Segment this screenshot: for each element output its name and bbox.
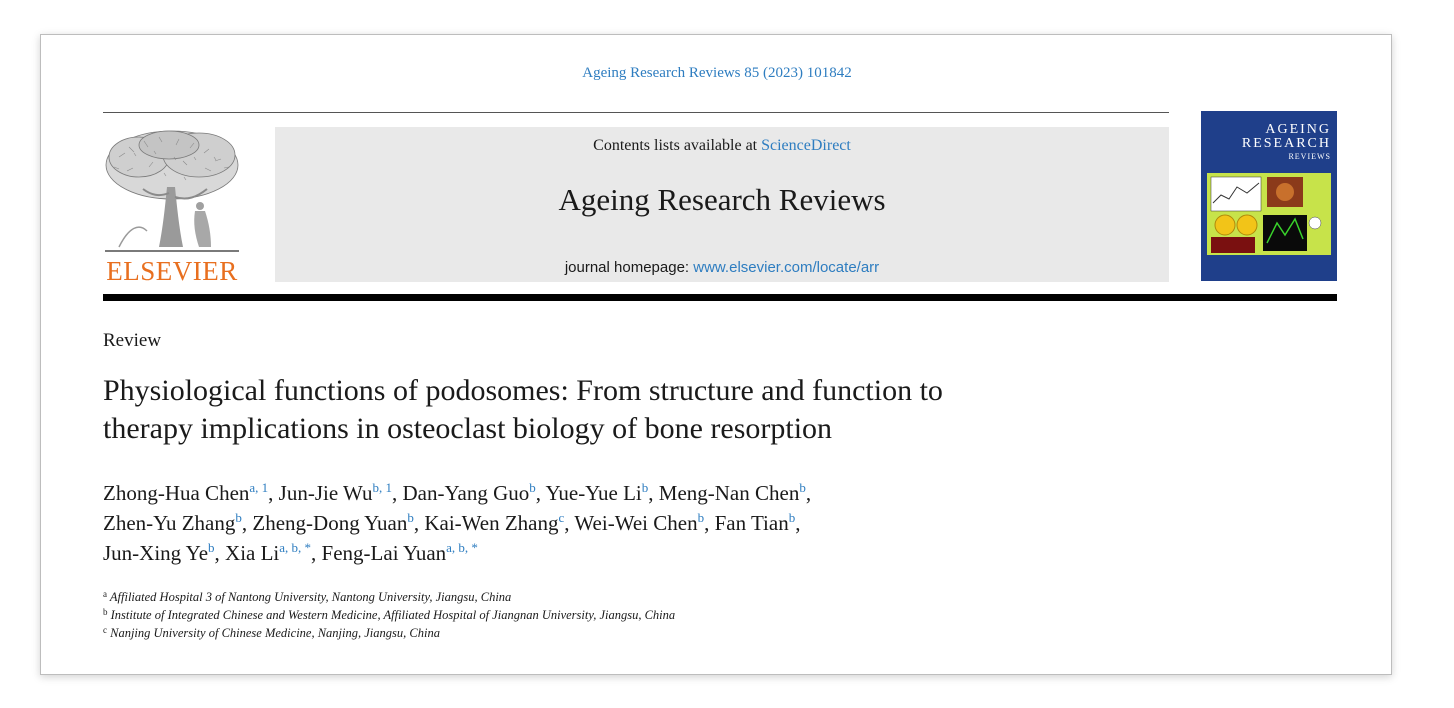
citation-link[interactable]: Ageing Research Reviews 85 (2023) 101842: [582, 65, 852, 81]
journal-citation[interactable]: [41, 65, 1393, 82]
sciencedirect-link[interactable]: ScienceDirect: [761, 137, 851, 154]
author-affiliation-mark[interactable]: b: [799, 480, 806, 495]
author-name[interactable]: Feng-Lai Yuan: [321, 541, 447, 565]
author-affiliation-mark[interactable]: a, 1: [249, 480, 269, 495]
author-name[interactable]: Jun-Jie Wu: [278, 481, 373, 505]
author-affiliation-mark[interactable]: b: [529, 480, 536, 495]
header-rule: [103, 112, 1169, 113]
author-affiliation-mark[interactable]: b, 1: [372, 480, 393, 495]
elsevier-logo[interactable]: [99, 127, 245, 287]
author-line-1: Zhong-Hua Chen$^{a, 1}$, Jun-Jie Wu$^{b, 1}$, Dan-Yang Guo$^b$, Yue-Yue Li$^b$, Meng-Nan Chen$^b$,: [103, 480, 812, 505]
author-list: [103, 478, 1203, 568]
author-name[interactable]: Kai-Wen Zhang: [424, 511, 559, 535]
author-affiliation-mark[interactable]: a, b, *: [446, 540, 478, 555]
author-affiliation-mark[interactable]: b: [788, 510, 796, 525]
author-affiliation-mark[interactable]: a, b, *: [279, 540, 312, 555]
journal-title[interactable]: Ageing Research Reviews: [558, 182, 886, 217]
article-type: Review: [103, 330, 162, 351]
author-name[interactable]: Jun-Xing Ye: [103, 541, 209, 565]
affiliation-list: [103, 588, 1203, 642]
article-title-line2: therapy implications in osteoclast biology of bone resorption: [103, 412, 833, 445]
author-name[interactable]: Xia Li: [225, 541, 280, 565]
contents-prefix: Contents lists available at: [593, 137, 762, 154]
journal-cover[interactable]: [1201, 111, 1337, 281]
cover-image-icon: [1207, 173, 1331, 255]
cover-title-line2: RESEARCH: [1241, 136, 1331, 151]
author-line-2: Zhen-Yu Zhang$^b$, Zheng-Dong Yuan$^b$, Kai-Wen Zhang$^c$, Wei-Wei Chen$^b$, Fan Tian$^b$,: [103, 510, 801, 535]
affiliation-text: Affiliated Hospital 3 of Nantong University, Nantong University, Jiangsu, China: [109, 590, 512, 604]
article-title: [103, 372, 1203, 448]
affiliation-item: [103, 588, 1203, 606]
affiliation-mark: b: [103, 607, 108, 617]
contents-line: [275, 137, 1169, 155]
author-name[interactable]: Yue-Yue Li: [545, 481, 642, 505]
author-affiliation-mark[interactable]: b: [407, 510, 414, 525]
affiliation-mark: c: [103, 625, 107, 635]
cover-title-line1: AGEING: [1265, 122, 1331, 137]
author-name[interactable]: Meng-Nan Chen: [658, 481, 800, 505]
article-page: [40, 34, 1392, 675]
homepage-line: [275, 259, 1169, 276]
tree-icon: [99, 127, 245, 255]
affiliation-item: [103, 606, 1203, 624]
affiliation-text: Nanjing University of Chinese Medicine, Nanjing, Jiangsu, China: [110, 626, 440, 640]
author-name[interactable]: Zhong-Hua Chen: [103, 481, 250, 505]
author-name[interactable]: Zheng-Dong Yuan: [252, 511, 408, 535]
author-name[interactable]: Wei-Wei Chen: [574, 511, 698, 535]
affiliation-item: [103, 624, 1203, 642]
cover-title-line3: REVIEWS: [1288, 152, 1331, 161]
author-name[interactable]: Zhen-Yu Zhang: [103, 511, 236, 535]
author-affiliation-mark[interactable]: b: [641, 480, 649, 495]
author-affiliation-mark[interactable]: c: [558, 510, 565, 525]
homepage-link[interactable]: www.elsevier.com/locate/arr: [693, 259, 880, 276]
homepage-prefix: journal homepage:: [564, 259, 694, 276]
author-affiliation-mark[interactable]: b: [235, 510, 242, 525]
article-title-line1: Physiological functions of podosomes: From structure and function to: [103, 374, 943, 407]
author-line-3: Jun-Xing Ye$^b$, Xia $Li^{a, b, *}$, Feng-Lai Yuan$^{a, b, *}$: [103, 540, 478, 565]
author-affiliation-mark[interactable]: b: [208, 540, 215, 555]
elsevier-wordmark: ELSEVIER: [106, 256, 238, 286]
author-name[interactable]: Dan-Yang Guo: [402, 481, 530, 505]
affiliation-mark: a: [103, 589, 107, 599]
author-name[interactable]: Fan Tian: [714, 511, 789, 535]
cover-title: [1242, 123, 1331, 161]
masthead-thick-rule: [103, 294, 1337, 301]
author-affiliation-mark[interactable]: b: [697, 510, 705, 525]
cover-artwork: [1207, 173, 1331, 255]
affiliation-text: Institute of Integrated Chinese and Western Medicine, Affiliated Hospital of Jiangnan University, Jiangsu, China: [110, 608, 676, 622]
journal-masthead: [275, 127, 1169, 282]
